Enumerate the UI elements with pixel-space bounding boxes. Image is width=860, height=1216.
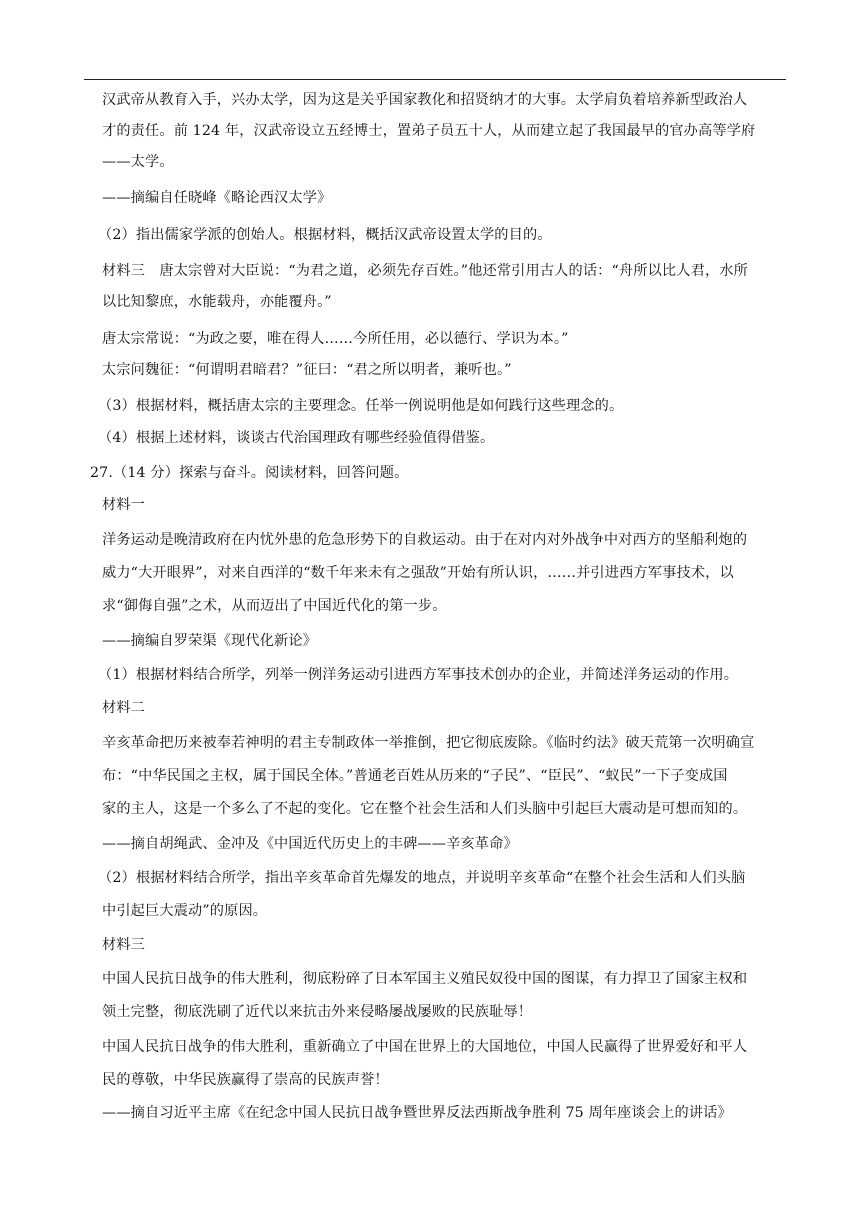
source-citation: ——摘编自罗荣渠《现代化新论》	[102, 633, 318, 649]
source-citation: ——摘自胡绳武、金冲及《中国近代历史上的丰碑——辛亥革命》	[102, 836, 518, 852]
paragraph-line: 威力“大开眼界”，对来自西洋的“数千年来未有之强敌”开始有所认识，……并引进西方军事技术，以	[102, 565, 734, 581]
paragraph-line: 洋务运动是晚清政府在内忧外患的危急形势下的自救运动。由于在对内对外战争中对西方的坚船利炮的	[102, 532, 748, 548]
header-rule	[84, 79, 786, 80]
paragraph-line: ——太学。	[102, 154, 174, 170]
paragraph-line: 唐太宗常说：“为政之要，唯在得人……今所任用，必以德行、学识为本。”	[102, 331, 569, 347]
material-label: 材料三	[102, 937, 146, 953]
material-label: 材料一	[102, 497, 146, 513]
paragraph-line: 辛亥革命把历来被奉若神明的君主专制政体一举推倒，把它彻底废除。《临时约法》破天荒第一次明确宣	[102, 735, 755, 751]
paragraph-line: 民的尊敬，中华民族赢得了崇高的民族声誉！	[102, 1072, 389, 1088]
question-4: （4）根据上述材料，谈谈古代治国理政有哪些经验值得借鉴。	[98, 430, 495, 446]
paragraph-line: 领土完整，彻底洗刷了近代以来抗击外来侵略屡战屡败的民族耻辱！	[102, 1004, 533, 1020]
question-2b: （2）根据材料结合所学，指出辛亥革命首先爆发的地点，并说明辛亥革命“在整个社会生活和人们头脑	[98, 870, 746, 886]
source-citation: ——摘自习近平主席《在纪念中国人民抗日战争暨世界反法西斯战争胜利 75 周年座谈会上的讲话》	[102, 1105, 732, 1121]
material-label: 材料二	[102, 700, 146, 716]
paragraph-line: 中国人民抗日战争的伟大胜利，彻底粉碎了日本军国主义殖民奴役中国的图谋，有力捍卫了国家主权和	[102, 971, 748, 987]
source-citation: ——摘编自任晓峰《略论西汉太学》	[102, 190, 332, 206]
paragraph-line: 求“御侮自强”之术，从而迈出了中国近代化的第一步。	[102, 598, 447, 614]
paragraph-line: 汉武帝从教育入手，兴办太学，因为这是关乎国家教化和招贤纳才的大事。太学肩负着培养新型政治人	[102, 92, 748, 108]
paragraph-line: 布：“中华民国之主权，属于国民全体。”普通老百姓从历来的“子民”、“臣民”、“蚁民”一下子变成国	[102, 768, 728, 784]
paragraph-line: 家的主人，这是一个多么了不起的变化。它在整个社会生活和人们头脑中引起巨大震动是可想而知的。	[102, 801, 748, 817]
paragraph-line: 中引起巨大震动”的原因。	[102, 903, 268, 919]
question-2: （2）指出儒家学派的创始人。根据材料，概括汉武帝设置太学的目的。	[98, 227, 552, 243]
paragraph-line: 中国人民抗日战争的伟大胜利，重新确立了中国在世界上的大国地位，中国人民赢得了世界爱好和平人	[102, 1039, 748, 1055]
paragraph-line: 以比知黎庶，水能载舟，亦能覆舟。”	[102, 294, 332, 310]
question-3: （3）根据材料，概括唐太宗的主要理念。任举一例说明他是如何践行这些理念的。	[98, 398, 624, 414]
question-1: （1）根据材料结合所学，列举一例洋务运动引进西方军事技术创办的企业，并简述洋务运动的作用。	[98, 667, 739, 683]
paragraph-line: 太宗问魏征：“何谓明君暗君？”征曰：“君之所以明者，兼听也。”	[102, 362, 512, 378]
material-three-header: 材料三 唐太宗曾对大臣说：“为君之道，必须先存百姓。”他还常引用古人的话：“舟所以比人君，水所	[102, 263, 748, 279]
paragraph-line: 才的责任。前 124 年，汉武帝设立五经博士，置弟子员五十人，从而建立起了我国最早的官办高等学府	[102, 123, 756, 139]
question-27-title: 27.（14 分）探索与奋斗。阅读材料，回答问题。	[90, 465, 409, 481]
